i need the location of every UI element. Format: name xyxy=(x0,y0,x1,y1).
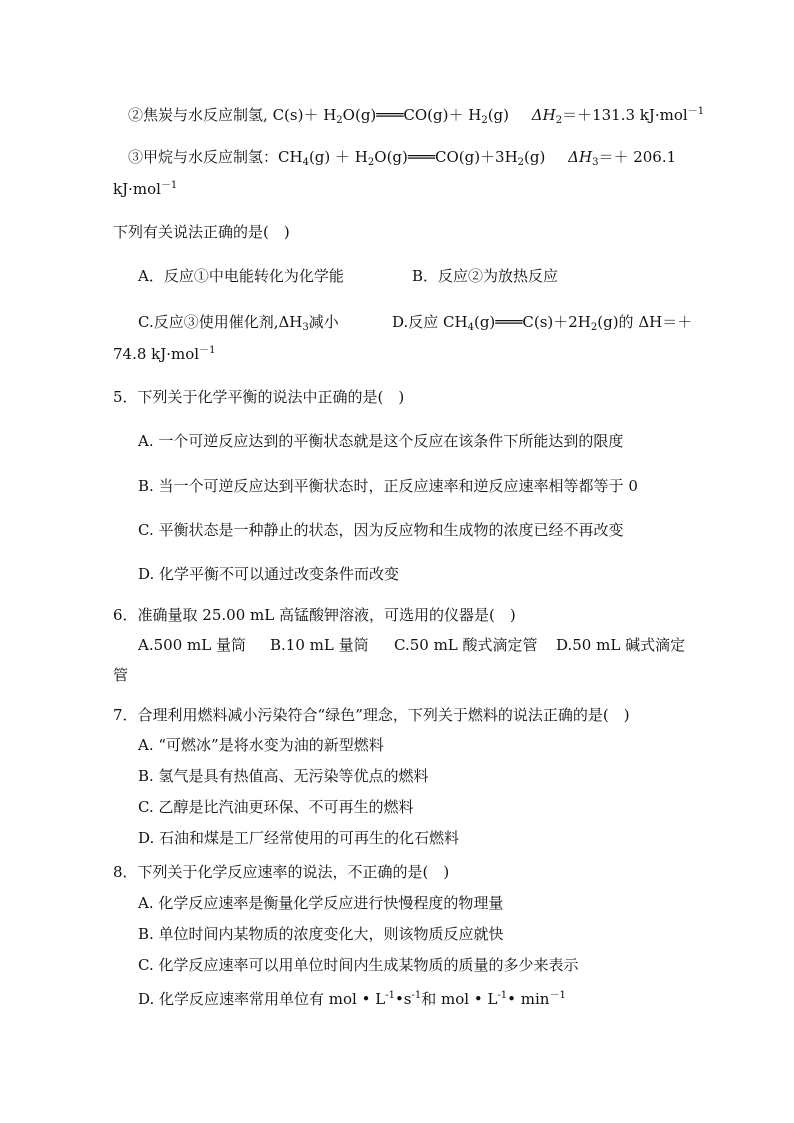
reaction-3-line: ③甲烷与水反应制氢：$CH_4(g)$ ＋ $H_2O(g)═══CO(g)+3H_2(g)$ $\Delta H_3=+ 206.1$ xyxy=(128,148,677,168)
q5-option-a: A. 一个可逆反应达到的平衡状态就是这个反应在该条件下所能达到的限度 xyxy=(138,432,624,450)
q8-option-a: A. 化学反应速率是衡量化学反应进行快慢程度的物理量 xyxy=(138,894,504,912)
q7-option-c: C. 乙醇是比汽油更环保、不可再生的燃料 xyxy=(138,798,414,816)
q7-option-d: D. 石油和煤是工厂经常使用的可再生的化石燃料 xyxy=(138,829,460,847)
q7-option-b: B. 氢气是具有热值高、无污染等优点的燃料 xyxy=(138,767,429,785)
q8-stem: 8．下列关于化学反应速率的说法，不正确的是( ) xyxy=(113,863,450,881)
reaction-3-unit: kJ·mol$^{-1}$ xyxy=(113,180,178,198)
q4-option-a: A．反应①中电能转化为化学能 xyxy=(138,267,344,285)
q6-option-b: B.10 mL 量筒 xyxy=(270,636,369,654)
reaction-2-eq: C(s)＋ H xyxy=(272,106,337,124)
q7-stem: 7．合理利用燃料减小污染符合“绿色”理念，下列关于燃料的说法正确的是( ) xyxy=(113,706,630,724)
q5-stem: 5．下列关于化学平衡的说法中正确的是( ) xyxy=(113,388,405,406)
q5-option-d: D. 化学平衡不可以通过改变条件而改变 xyxy=(138,565,400,583)
q6-option-d: D.50 mL 碱式滴定 xyxy=(556,636,686,654)
q4-option-c: C.反应③使用催化剂$,\Delta H_3$减小 xyxy=(138,313,339,333)
reaction-2-dh: $\Delta H_2=+131.3$ kJ·mol$^{-1}$ xyxy=(531,106,705,126)
reaction-2-label: ②焦炭与水反应制氢 xyxy=(128,106,264,124)
q6-option-c: C.50 mL 酸式滴定管 xyxy=(394,636,538,654)
q8-option-b: B. 单位时间内某物质的浓度变化大，则该物质反应就快 xyxy=(138,925,504,943)
q5-option-b: B. 当一个可逆反应达到平衡状态时，正反应速率和逆反应速率相等都等于 0 xyxy=(138,477,638,495)
q8-option-d: D. 化学反应速率常用单位有 mol • $L^{-1}•s^{-1}$和 mol • $L^{-1}•$ $\min^{-1}$ xyxy=(138,990,566,1008)
q5-option-c: C. 平衡状态是一种静止的状态，因为反应物和生成物的浓度已经不再改变 xyxy=(138,521,624,539)
q8-option-c: C. 化学反应速率可以用单位时间内生成某物质的质量的多少来表示 xyxy=(138,956,579,974)
reaction-3-dh: $\Delta H_3=+ 206.1$ xyxy=(568,148,677,168)
q4-stem: 下列有关说法正确的是( ) xyxy=(113,223,290,241)
reaction-3-label: ③甲烷与水反应制氢： xyxy=(128,148,279,166)
q4-option-d-wrap: 74.8 kJ·mol$^{-1}$ xyxy=(113,345,216,363)
reaction-2-line: ②焦炭与水反应制氢, $C(s)+ H_2O(g)═══CO(g)+ H_2(g)$ $\Delta H_2=+131.3$ kJ·mol$^{-1}$ xyxy=(128,106,705,126)
q4-option-b: B．反应②为放热反应 xyxy=(412,267,559,285)
q7-option-a: A. “可燃冰”是将水变为油的新型燃料 xyxy=(138,736,384,754)
q6-stem: 6．准确量取 25.00 mL 高锰酸钾溶液，可选用的仪器是( ) xyxy=(113,606,516,624)
q6-option-d-wrap: 管 xyxy=(113,666,129,684)
q4-option-d: D.反应 $CH_4(g)═══C(s)+2H_2(g)$的 ΔH＝＋ xyxy=(392,313,693,333)
q6-option-a: A.500 mL 量筒 xyxy=(138,636,246,654)
